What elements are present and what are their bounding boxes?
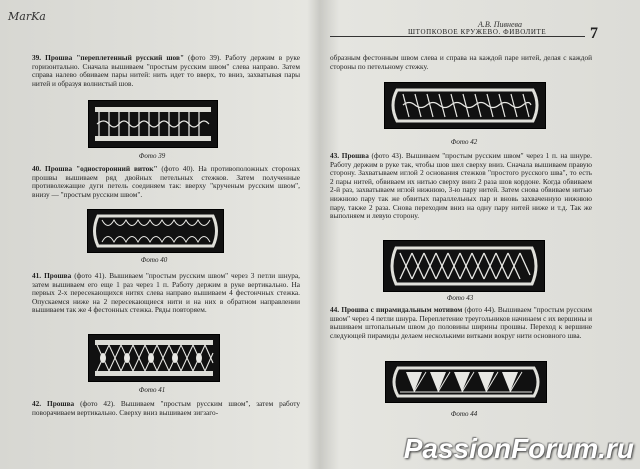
item-text: (фото 44). Вышиваем "простым русским швом" через 4 петли шнура. Переплетение треугольников начинаем с их вершины и вышиваем штопальным швом до половины ширины прошвы. Переход к вершине следующей пирамиды делаем несколькими витками вокруг нити основного шва. — [330, 305, 593, 340]
paragraph-40 — [32, 165, 300, 199]
item-number: 42. — [32, 399, 42, 408]
paragraph-39 — [32, 54, 300, 88]
item-text: (фото 43). Вышиваем "простым русским швом" через 1 п. на шнуре. Работу держим в руке так, чтобы шов шел сверху вниз. Сначала вышиваем правую сторону. Захватываем иглой 2 основания стежков "простого русского шва", то есть 2 пары нитей, обвиваем их нитью сверху вниз 2 раза шов кордоне. Когда обвиваем 2-й раз, захватываем иглой нижнюю, 3-ю пару нитей. Затем снова обвиваем нитью нижнюю пару так же обвитых параллельных пар и вновь захваченную нижнюю пару, также 2 раза. Снова переходим вниз на одну пару нитей ниже и т.д. Так же выполняем и левую сторону. — [330, 151, 592, 221]
item-title: Прошва "переплетенный русский шов" — [45, 53, 184, 62]
caption-40: Фото 40 — [140, 256, 168, 264]
item-text: (фото 39). Работу держим в руке горизонтально. Сначала вышиваем "простым русским швом" слева направо. Затем справа налево обвиваем пары нитей: нить идет то вверх, то вниз, захватывая пары нитей и образуя волнистый шов. — [32, 53, 300, 88]
item-number: 41. — [32, 271, 42, 280]
item-title: Прошва с пирамидальным мотивом — [341, 305, 463, 314]
page-number: 7 — [590, 25, 598, 42]
lace-image — [386, 362, 546, 402]
item-number: 40. — [32, 164, 42, 173]
item-text: образным фестонным швом слева и справа на каждой паре нитей, делая с каждой стороны по петельному стежку. — [330, 53, 592, 71]
item-text: (фото 40). На противоположных сторонах прошвы вышиваем ряд двойных петельных стежков. Затем полученные противолежащие дуги петель соединяем так: вверху "крученым русским швом", внизу — "простым русским швом". — [32, 164, 300, 199]
running-author: А.В. Пивнева — [478, 20, 522, 29]
photo-41 — [88, 334, 220, 382]
running-title: ШТОПКОВОЕ КРУЖЕВО. ФИВОЛИТЕ — [408, 28, 547, 36]
item-title: Прошва "односторонний виток" — [45, 164, 158, 173]
item-title: Прошва — [47, 399, 75, 408]
caption-41: Фото 41 — [138, 386, 166, 394]
photo-39 — [88, 100, 218, 148]
paragraph-42-start — [32, 400, 300, 417]
lace-image — [89, 335, 219, 381]
caption-44: Фото 44 — [450, 410, 478, 418]
paragraph-43 — [330, 152, 592, 221]
caption-39: Фото 39 — [138, 152, 166, 160]
watermark: PassionForum.ru — [403, 433, 634, 464]
paragraph-41 — [32, 272, 300, 315]
photo-40 — [87, 209, 224, 253]
owner-stamp: MarKa — [8, 10, 46, 23]
item-title: Прошва — [341, 151, 369, 160]
photo-43 — [383, 240, 545, 292]
item-text: (фото 41). Вышиваем "простым русским швом" через 3 петли шнура, затем вышиваем его еще 1 раз через 1 п. Работу держим в руке вертикально. На первых 2-х пересекающихся нитях слева направо вышиваем 4 фестончных стежка. Опускаемся ниже на 2 пересекающиеся нити и на них в обратном направлении вышиваем так же 4 фестонных стежка. Ряды повторяем. — [32, 271, 300, 315]
caption-43: Фото 43 — [446, 294, 474, 302]
lace-image — [89, 101, 217, 147]
item-title: Прошва — [44, 271, 72, 280]
lace-image — [385, 83, 545, 128]
photo-42 — [384, 82, 546, 129]
item-number: 43. — [330, 151, 340, 160]
item-number: 44. — [330, 305, 340, 314]
item-text: (фото 42). Вышиваем "простым русским швом", затем работу поворачиваем вертикально. Сверху вниз вышиваем зигзаго- — [32, 399, 300, 417]
photo-44 — [385, 361, 547, 403]
lace-image — [88, 210, 223, 252]
paragraph-42-end — [330, 54, 592, 71]
caption-42: Фото 42 — [450, 138, 478, 146]
paragraph-44 — [330, 306, 592, 340]
header-rule — [330, 36, 585, 37]
lace-image — [384, 241, 544, 291]
item-number: 39. — [32, 53, 42, 62]
